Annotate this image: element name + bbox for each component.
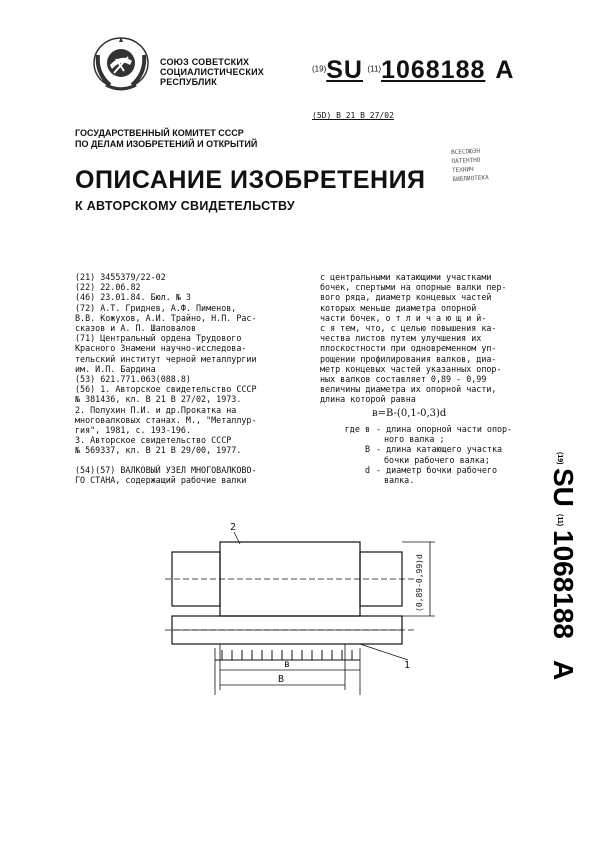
biblio-line: сказов и А. П. Шаповалов bbox=[75, 323, 197, 334]
formula: в=B-(0,1-0,3)d bbox=[372, 408, 447, 419]
label-B: В bbox=[278, 674, 285, 685]
technical-drawing bbox=[160, 520, 460, 720]
label-b: в bbox=[284, 659, 291, 670]
vertical-kind: A bbox=[548, 660, 579, 681]
document-subtitle: К АВТОРСКОМУ СВИДЕТЕЛЬСТВУ bbox=[75, 199, 295, 213]
biblio-line: 3. Авторское свидетельство СССР bbox=[75, 435, 232, 446]
label-2: 2 bbox=[230, 522, 237, 533]
label-1: 1 bbox=[404, 660, 411, 671]
biblio-line: № 381436, кл. В 21 В 27/02, 1973. bbox=[75, 394, 242, 405]
legend-row: В - длина катающего участка бочки рабочего валка; bbox=[364, 444, 503, 465]
biblio-line: (46) 23.01.84. Бюл. № 3 bbox=[75, 292, 191, 303]
ipc-classification: (5D) B 21 B 27/02 bbox=[312, 111, 394, 120]
library-stamp: ВСЕСОЮЗН ПАТЕНТНО ТЕХНИЧ БИБЛИОТЕКА bbox=[450, 147, 489, 184]
biblio-line: им. И.П. Бардина bbox=[75, 363, 156, 374]
biblio-line: (71) Центральный ордена Трудового bbox=[75, 333, 242, 344]
org-name: СОЮЗ СОВЕТСКИХ СОЦИАЛИСТИЧЕСКИХ РЕСПУБЛИК bbox=[160, 57, 264, 87]
bibliographic-data bbox=[75, 272, 315, 456]
biblio-line: № 569337, кл. В 21 В 29/00, 1977. bbox=[75, 445, 242, 456]
vertical-number: 1068188 bbox=[548, 530, 579, 640]
committee-name: ГОСУДАРСТВЕННЫЙ КОМИТЕТ СССР ПО ДЕЛАМ ИЗОБРЕТЕНИЙ И ОТКРЫТИЙ bbox=[75, 128, 258, 149]
biblio-line: (53) 621.771.063(088.8) bbox=[75, 374, 191, 385]
biblio-line: гия", 1981, с. 193-196. bbox=[75, 425, 191, 436]
biblio-line: (72) А.Т. Гриднев, А.Ф. Пименов, bbox=[75, 302, 237, 313]
biblio-line: 2. Полухин П.И. и др.Прокатка на bbox=[75, 404, 237, 415]
claim-continuation: с центральными катающими участками бочек, спертыми на опорные валки пер- вого ряда, диаметр концевых частей которых меньше диаметра опорной части бочек, о т л и ч а ю щ и й- с я тем, что, с целью повышения ка- чества листов путем улучшения их плоскостности при одновременном уп- рощении профилирования валков, диа- метр концевых частей указанных опор- ных валков составляет 0,89 - 0,99 величины диаметра их опорной части, длина которой равна bbox=[320, 272, 507, 405]
biblio-line: многовалковых станах. М., "Металлур- bbox=[75, 414, 257, 425]
vertical-country: SU bbox=[548, 468, 579, 507]
label-diameter: (0,89-0,99)d bbox=[415, 554, 424, 612]
claim-start: (54)(57) ВАЛКОВЫЙ УЗЕЛ МНОГОВАЛКОВО- ГО СТАНА, содержащий рабочие валки bbox=[75, 465, 257, 486]
formula-legend bbox=[318, 424, 512, 485]
document-title: ОПИСАНИЕ ИЗОБРЕТЕНИЯ bbox=[75, 166, 426, 194]
biblio-line: (22) 22.06.82 bbox=[75, 282, 141, 293]
vertical-code-11: (11) bbox=[556, 514, 563, 527]
biblio-line: Красного Знамени научно-исследова- bbox=[75, 343, 247, 354]
legend-row: где в - длина опорной части опор- ного валка ; bbox=[344, 424, 513, 445]
biblio-line: тельский институт черной металлургии bbox=[75, 353, 257, 364]
legend-row: d - диаметр бочки рабочего валка. bbox=[364, 464, 498, 486]
biblio-line: В.В. Кожухов, А.И. Трайно, Н.П. Рас- bbox=[75, 312, 257, 323]
publication-number: $^{(19)}$SU $^{(11)}$1068188 A bbox=[312, 56, 515, 84]
vertical-publication-number bbox=[528, 452, 588, 682]
biblio-line: (56) 1. Авторское свидетельство СССР bbox=[75, 384, 257, 395]
ussr-emblem bbox=[88, 33, 154, 95]
biblio-line: (21) 3455379/22-02 bbox=[75, 272, 166, 282]
vertical-code-19: (19) bbox=[556, 452, 563, 465]
